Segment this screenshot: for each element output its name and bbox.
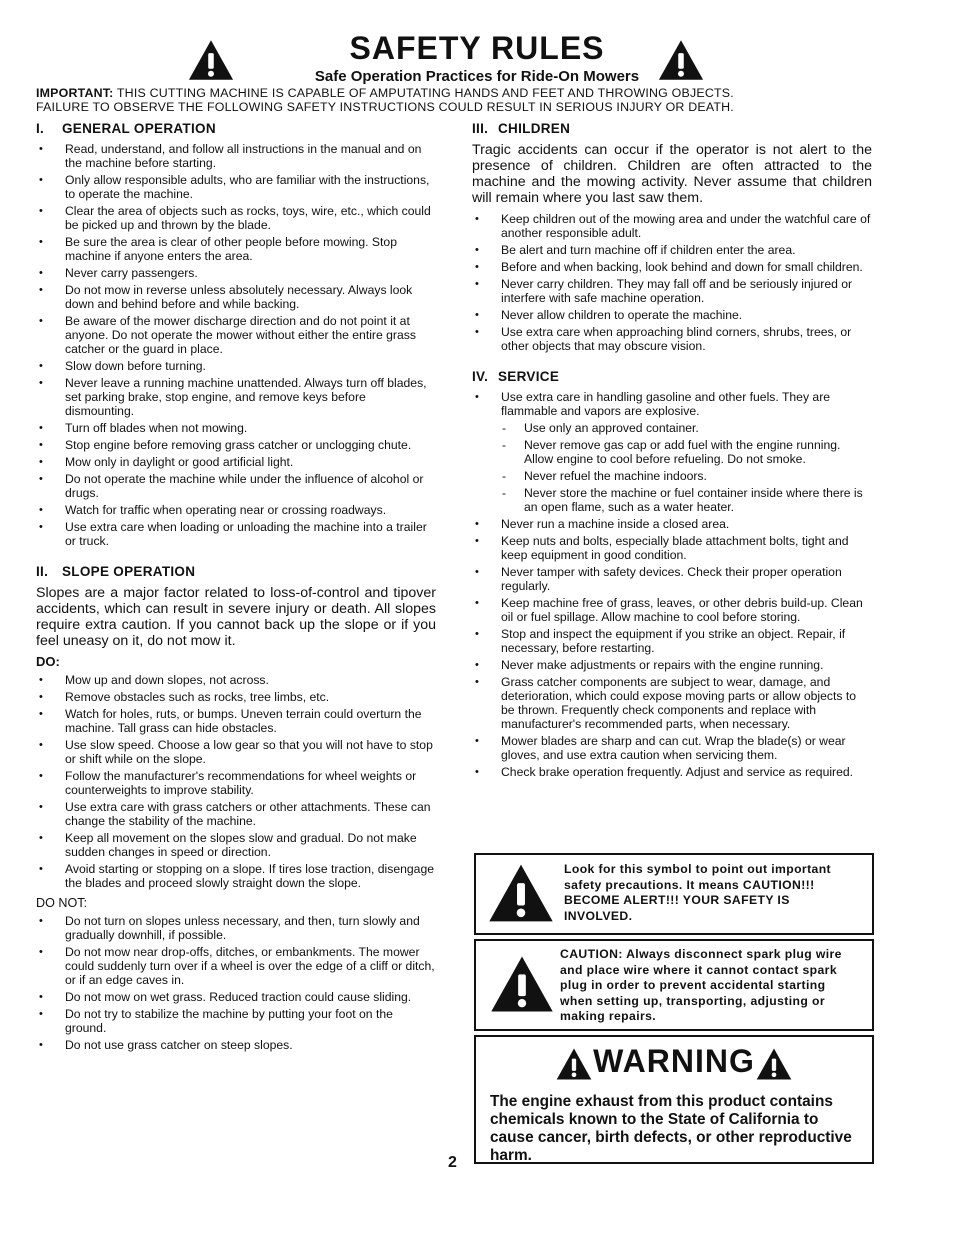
list-item: • Do not mow near drop-offs, ditches, or embankments. The mower could suddenly turn over if a wheel is over the edge of a cliff or ditch, or if an edge caves in.	[36, 945, 436, 987]
list-item: • Never run a machine inside a closed area.	[472, 517, 872, 531]
important-notice	[36, 86, 916, 114]
warning-box	[474, 1035, 874, 1164]
list-item: • Use extra care when loading or unloading the machine into a trailer or truck.	[36, 520, 436, 548]
list-item: • Never allow children to operate the machine.	[472, 308, 872, 322]
caution-text: CAUTION: Always disconnect spark plug wire and place wire where it cannot contact spark plug in order to prevent accidental starting when setting up, transporting, adjusting or making repairs.	[560, 947, 842, 1023]
list-item: • Never carry passengers.	[36, 266, 436, 280]
list-item: • Keep machine free of grass, leaves, or other debris build-up. Clean oil or fuel spillage. Allow machine to cool before storing.	[472, 596, 872, 624]
general-list	[36, 142, 436, 548]
right-column	[472, 122, 872, 782]
warning-title: WARNING	[593, 1043, 755, 1079]
list-item: • Turn off blades when not mowing.	[36, 421, 436, 435]
list-item: • Stop and inspect the equipment if you strike an object. Repair, if necessary, before restarting.	[472, 627, 872, 655]
list-item: • Slow down before turning.	[36, 359, 436, 373]
fuel-sublist	[472, 421, 872, 514]
page-title: SAFETY RULES	[349, 30, 605, 66]
sub-list-item: - Never store the machine or fuel container inside where there is an open flame, such as a water heater.	[472, 486, 872, 514]
sub-list-item: - Never remove gas cap or add fuel with the engine running. Allow engine to cool before refueling. Do not smoke.	[472, 438, 872, 466]
list-item: • Keep all movement on the slopes slow and gradual. Do not make sudden changes in speed or direction.	[36, 831, 436, 859]
list-item: • Be alert and turn machine off if children enter the area.	[472, 243, 872, 257]
list-item: • Follow the manufacturer's recommendations for wheel weights or counterweights to improve stability.	[36, 769, 436, 797]
section-heading-slope: II. SLOPE OPERATION	[36, 564, 196, 579]
list-item: • Watch for traffic when operating near or crossing roadways.	[36, 503, 436, 517]
warning-triangle-icon	[490, 955, 554, 1013]
list-item: • Use extra care in handling gasoline and other fuels. They are flammable and vapors are explosive.	[472, 390, 872, 418]
list-item: • Watch for holes, ruts, or bumps. Uneven terrain could overturn the machine. Tall grass can hide obstacles.	[36, 707, 436, 735]
do-list	[36, 673, 436, 890]
page-number: 2	[448, 1154, 457, 1171]
list-item: • Never tamper with safety devices. Check their proper operation regularly.	[472, 565, 872, 593]
list-item: • Be aware of the mower discharge direction and do not point it at anyone. Do not operate the mower without either the entire grass catcher or the guard in place.	[36, 314, 436, 356]
list-item: • Use extra care with grass catchers or other attachments. These can change the stability of the machine.	[36, 800, 436, 828]
list-item: • Use slow speed. Choose a low gear so that you will not have to stop or shift while on the slope.	[36, 738, 436, 766]
children-list	[472, 212, 872, 353]
list-item: • Do not mow in reverse unless absolutely necessary. Always look down and behind before and while backing.	[36, 283, 436, 311]
important-label: IMPORTANT:	[36, 86, 114, 100]
warning-triangle-icon	[488, 863, 554, 923]
list-item: • Avoid starting or stopping on a slope. If tires lose traction, disengage the blades and proceed slowly straight down the slope.	[36, 862, 436, 890]
list-item: • Only allow responsible adults, who are familiar with the instructions, to operate the machine.	[36, 173, 436, 201]
warning-triangle-icon	[658, 38, 704, 82]
do-not-label: DO NOT:	[36, 896, 88, 910]
list-item: • Keep nuts and bolts, especially blade attachment bolts, tight and keep equipment in good condition.	[472, 534, 872, 562]
slope-intro: Slopes are a major factor related to loss-of-control and tipover accidents, which can result in severe injury or death. All slopes require extra caution. If you cannot back up the slope or if you feel uneasy on it, do not mow it.	[36, 585, 436, 649]
list-item: • Clear the area of objects such as rocks, toys, wire, etc., which could be picked up and thrown by the blade.	[36, 204, 436, 232]
list-item: • Do not operate the machine while under the influence of alcohol or drugs.	[36, 472, 436, 500]
section-heading-children: III. CHILDREN	[472, 121, 571, 136]
list-item: • Grass catcher components are subject to wear, damage, and deterioration, which could expose moving parts or allow objects to be thrown. Frequently check components and replace with manufacturer's recommended parts, when necessary.	[472, 675, 872, 731]
list-item: • Do not mow on wet grass. Reduced traction could cause sliding.	[36, 990, 436, 1004]
children-intro: Tragic accidents can occur if the operator is not alert to the presence of children. Children are often attracted to the machine and the mowing activity. Never assume that children will remain where you last saw them.	[472, 142, 872, 206]
list-item: • Do not use grass catcher on steep slopes.	[36, 1038, 436, 1052]
list-item: • Never make adjustments or repairs with the engine running.	[472, 658, 872, 672]
list-item: • Be sure the area is clear of other people before mowing. Stop machine if anyone enters the area.	[36, 235, 436, 263]
service-lead-list	[472, 390, 872, 418]
list-item: • Mow only in daylight or good artificial light.	[36, 455, 436, 469]
service-list	[472, 517, 872, 779]
warning-triangle-icon	[188, 38, 234, 82]
list-item: • Do not turn on slopes unless necessary, and then, turn slowly and gradually downhill, if possible.	[36, 914, 436, 942]
page-header	[0, 32, 954, 88]
sub-list-item: - Use only an approved container.	[472, 421, 872, 435]
important-text-2: FAILURE TO OBSERVE THE FOLLOWING SAFETY INSTRUCTIONS COULD RESULT IN SERIOUS INJURY OR DEATH.	[36, 100, 734, 114]
page-subtitle: Safe Operation Practices for Ride-On Mowers	[314, 68, 640, 85]
list-item: • Remove obstacles such as rocks, tree limbs, etc.	[36, 690, 436, 704]
caution-box	[474, 939, 874, 1031]
list-item: • Check brake operation frequently. Adjust and service as required.	[472, 765, 872, 779]
do-not-list	[36, 914, 436, 1052]
list-item: • Mow up and down slopes, not across.	[36, 673, 436, 687]
list-item: • Do not try to stabilize the machine by putting your foot on the ground.	[36, 1007, 436, 1035]
symbol-notice-box	[474, 853, 874, 935]
section-heading-general: I. GENERAL OPERATION	[36, 121, 216, 136]
list-item: • Mower blades are sharp and can cut. Wrap the blade(s) or wear gloves, and use extra caution when servicing them.	[472, 734, 872, 762]
list-item: • Never carry children. They may fall off and be seriously injured or interfere with safe machine operation.	[472, 277, 872, 305]
list-item: • Read, understand, and follow all instructions in the manual and on the machine before starting.	[36, 142, 436, 170]
list-item: • Before and when backing, look behind and down for small children.	[472, 260, 872, 274]
important-text-1: THIS CUTTING MACHINE IS CAPABLE OF AMPUTATING HANDS AND FEET AND THROWING OBJECTS.	[113, 86, 734, 100]
warning-triangle-icon	[756, 1047, 792, 1081]
section-heading-service: IV. SERVICE	[472, 369, 560, 384]
sub-list-item: - Never refuel the machine indoors.	[472, 469, 872, 483]
list-item: • Keep children out of the mowing area and under the watchful care of another responsible adult.	[472, 212, 872, 240]
warning-text: The engine exhaust from this product contains chemicals known to the State of California to cause cancer, birth defects, or other reproductive harm.	[490, 1093, 852, 1164]
symbol-notice-text: Look for this symbol to point out important safety precautions. It means CAUTION!!! BECOME ALERT!!! YOUR SAFETY IS INVOLVED.	[564, 862, 832, 923]
left-column	[36, 122, 436, 1055]
list-item: • Stop engine before removing grass catcher or unclogging chute.	[36, 438, 436, 452]
list-item: • Use extra care when approaching blind corners, shrubs, trees, or other objects that may obscure vision.	[472, 325, 872, 353]
list-item: • Never leave a running machine unattended. Always turn off blades, set parking brake, stop engine, and remove keys before dismounting.	[36, 376, 436, 418]
do-label: DO:	[36, 654, 60, 669]
